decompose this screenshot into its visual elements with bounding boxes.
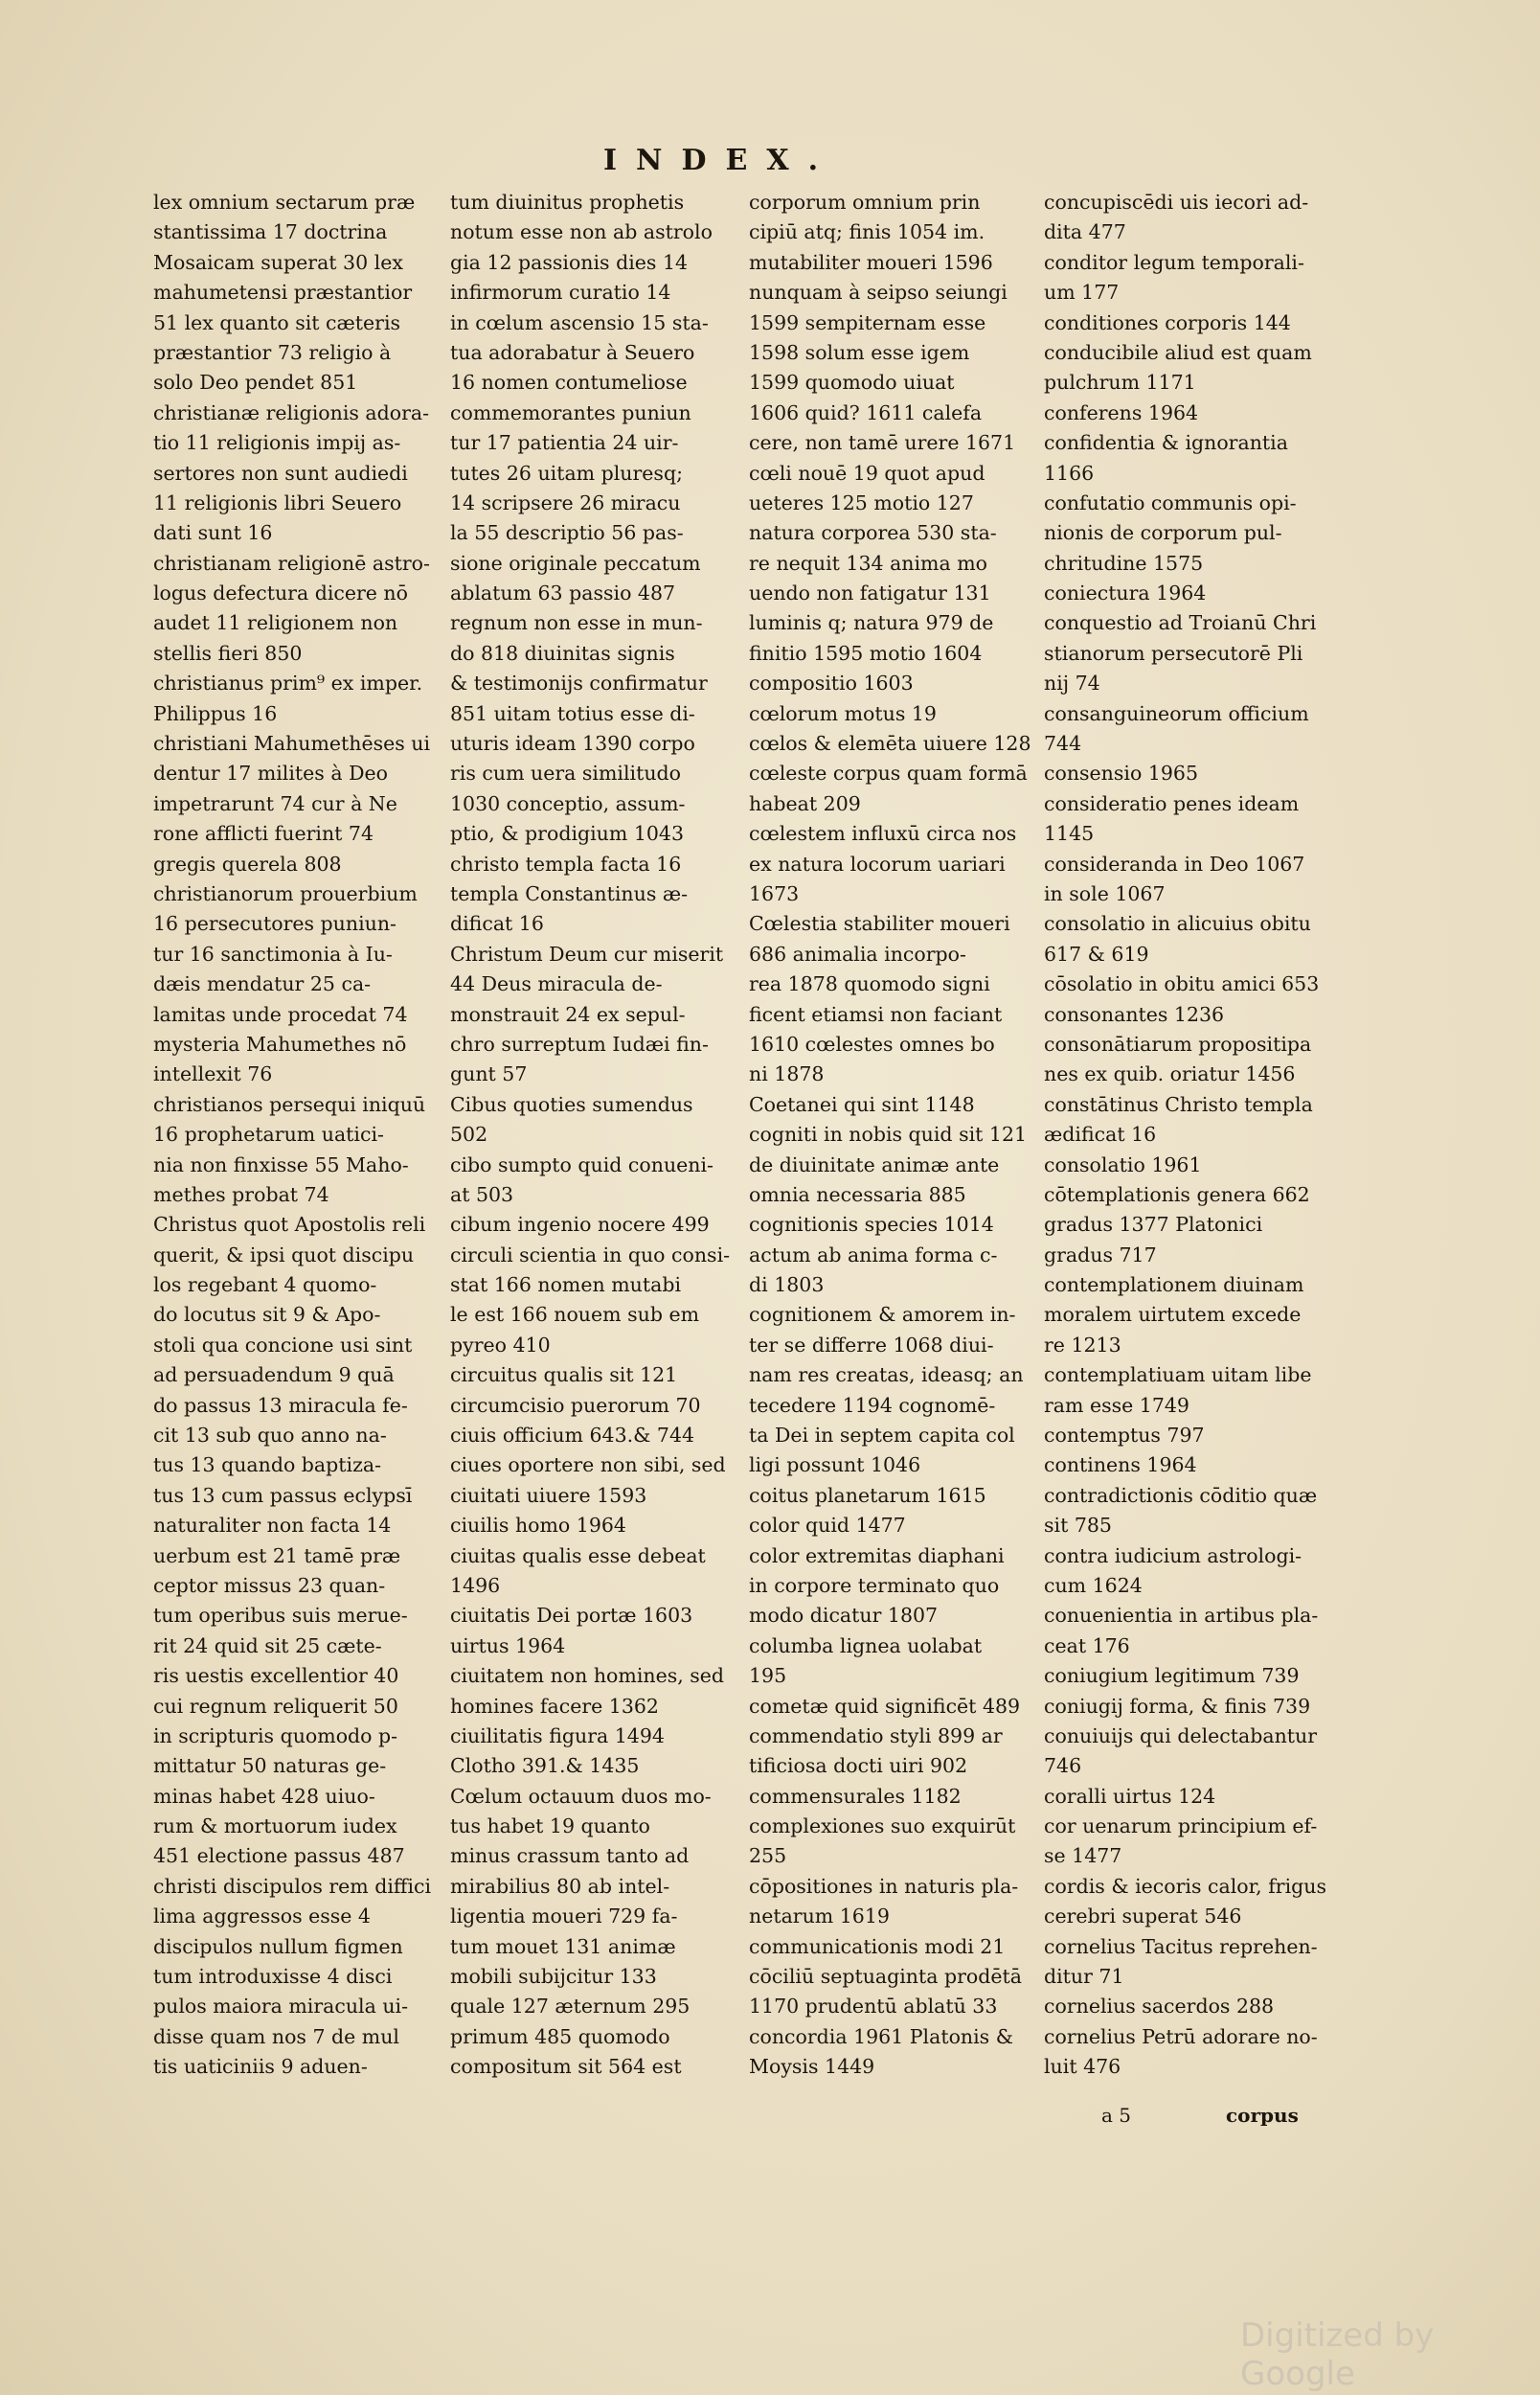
index-entry-line: tificiosa docti uiri 902: [749, 1754, 968, 1778]
index-entry-line: contemplationem diuinam: [1044, 1273, 1304, 1297]
index-entry-line: gia 12 passionis dies 14: [450, 250, 689, 274]
index-entry-line: dentur 17 milites à Deo: [153, 762, 388, 786]
index-entry-line: dita 477: [1044, 220, 1126, 244]
index-entry-line: & testimonijs confirmatur: [450, 672, 708, 696]
index-entry-line: in scripturis quomodo p-: [153, 1723, 398, 1747]
index-entry-line: do 818 diuinitas signis: [450, 641, 675, 665]
index-entry-line: in sole 1067: [1044, 881, 1166, 905]
index-entry-line: Clotho 391.& 1435: [450, 1754, 640, 1778]
index-entry-line: 746: [1044, 1754, 1082, 1778]
index-entry-line: primum 485 quomodo: [450, 2024, 670, 2048]
index-entry-line: de diuinitate animæ ante: [749, 1152, 1000, 1176]
index-entry-line: commemorantes puniun: [450, 400, 691, 424]
index-entry-line: in cœlum ascensio 15 sta-: [450, 310, 709, 334]
index-entry-line: lamitas unde procedat 74: [153, 1002, 408, 1026]
index-entry-line: monstrauit 24 ex sepul-: [450, 1002, 686, 1026]
index-entry-line: mittatur 50 naturas ge-: [153, 1754, 387, 1778]
index-entry-line: ligi possunt 1046: [749, 1453, 921, 1477]
index-entry-line: do passus 13 miracula fe-: [153, 1393, 408, 1417]
index-entry-line: consolatio in alicuius obitu: [1044, 912, 1311, 936]
index-entry-line: ueteres 125 motio 127: [749, 490, 974, 514]
index-entry-line: re 1213: [1044, 1333, 1121, 1357]
index-entry-line: gunt 57: [450, 1062, 528, 1086]
index-entry-line: 1599 quomodo uiuat: [749, 371, 955, 395]
index-entry-line: compositio 1603: [749, 672, 914, 696]
index-entry-line: actum ab anima forma c-: [749, 1243, 998, 1266]
index-entry-line: se 1477: [1044, 1844, 1122, 1868]
index-entry-line: contra iudicium astrologi-: [1044, 1543, 1302, 1567]
index-entry-line: cœleste corpus quam formā: [749, 762, 1028, 786]
index-entry-line: nam res creatas, ideasq; an: [749, 1363, 1024, 1387]
index-column-1: [153, 188, 441, 2083]
index-entry-line: ædificat 16: [1044, 1123, 1157, 1147]
index-entry-line: ceat 176: [1044, 1633, 1130, 1657]
index-entry-line: consonātiarum propositipa: [1044, 1032, 1312, 1056]
index-entry-line: Cœlestia stabiliter moueri: [749, 912, 1010, 936]
index-entry-line: conferens 1964: [1044, 400, 1199, 424]
index-entry-line: cognitionem & amorem in-: [749, 1303, 1016, 1327]
index-entry-line: 16 prophetarum uatici-: [153, 1123, 384, 1147]
index-entry-line: 1166: [1044, 461, 1095, 485]
index-entry-line: rone afflicti fuerint 74: [153, 822, 374, 846]
index-entry-line: nunquam à seipso seiungi: [749, 281, 1008, 305]
index-entry-line: cōtemplationis genera 662: [1044, 1182, 1310, 1206]
index-entry-line: quale 127 æternum 295: [450, 1995, 691, 2019]
digitization-watermark: Digitized by Google: [1240, 2316, 1435, 2393]
index-entry-line: stoli qua concione usi sint: [153, 1333, 413, 1357]
index-entry-line: rea 1878 quomodo signi: [749, 972, 990, 996]
index-entry-line: cibum ingenio nocere 499: [450, 1213, 710, 1237]
index-entry-line: tutes 26 uitam pluresq;: [450, 461, 683, 485]
index-entry-line: cœlorum motus 19: [749, 701, 937, 725]
index-entry-line: complexiones suo exquirūt: [749, 1814, 1016, 1838]
index-entry-line: ram esse 1749: [1044, 1393, 1189, 1417]
index-entry-line: stianorum persecutorē Pli: [1044, 641, 1303, 665]
index-entry-line: uerbum est 21 tamē præ: [153, 1543, 401, 1567]
index-entry-line: circuitus qualis sit 121: [450, 1363, 678, 1387]
index-entry-line: ciuitatis Dei portæ 1603: [450, 1604, 693, 1628]
index-column-3: [749, 188, 1036, 2083]
index-entry-line: cornelius Tacitus reprehen-: [1044, 1934, 1318, 1958]
index-entry-line: christo templa facta 16: [450, 852, 682, 876]
index-entry-line: christianorum prouerbium: [153, 881, 418, 905]
index-entry-line: 1598 solum esse igem: [749, 340, 970, 364]
index-entry-line: ciuilis homo 1964: [450, 1514, 626, 1538]
index-entry-line: christi discipulos rem diffici: [153, 1874, 432, 1898]
index-entry-line: uendo non fatigatur 131: [749, 582, 991, 605]
index-entry-line: conuiuijs qui delectabantur: [1044, 1723, 1318, 1747]
index-entry-line: natura corporea 530 sta-: [749, 521, 997, 545]
index-entry-line: tus 13 quando baptiza-: [153, 1453, 382, 1477]
index-entry-line: color quid 1477: [749, 1514, 906, 1538]
index-entry-line: lima aggressos esse 4: [153, 1905, 371, 1928]
index-entry-line: ditur 71: [1044, 1965, 1124, 1989]
index-entry-line: solo Deo pendet 851: [153, 371, 358, 395]
index-entry-line: coniugij forma, & finis 739: [1044, 1694, 1311, 1718]
index-entry-line: ciues oportere non sibi, sed: [450, 1453, 726, 1477]
index-entry-line: habeat 209: [749, 791, 861, 815]
index-entry-line: 1170 prudentū ablatū 33: [749, 1995, 998, 2019]
index-entry-line: notum esse non ab astrolo: [450, 220, 713, 244]
index-entry-line: ligentia moueri 729 fa-: [450, 1905, 678, 1928]
index-entry-line: ceptor missus 23 quan-: [153, 1573, 386, 1597]
index-entry-line: 686 animalia incorpo-: [749, 942, 966, 966]
index-entry-line: Moysis 1449: [749, 2055, 875, 2079]
index-entry-line: cordis & iecoris calor, frigus: [1044, 1874, 1326, 1898]
index-entry-line: corporum omnium prin: [749, 191, 981, 214]
index-entry-line: Cibus quoties sumendus: [450, 1092, 693, 1116]
index-entry-line: 1599 sempiternam esse: [749, 310, 986, 334]
index-entry-line: pyreo 410: [450, 1333, 551, 1357]
index-entry-line: ablatum 63 passio 487: [450, 582, 676, 605]
index-entry-line: cornelius sacerdos 288: [1044, 1995, 1275, 2019]
index-entry-line: 1610 cœlestes omnes bo: [749, 1032, 995, 1056]
index-entry-line: columba lignea uolabat: [749, 1633, 983, 1657]
index-entry-line: 16 nomen contumeliose: [450, 371, 688, 395]
index-entry-line: gregis querela 808: [153, 852, 342, 876]
index-entry-line: Philippus 16: [153, 701, 278, 725]
index-entry-line: chritudine 1575: [1044, 551, 1204, 575]
index-entry-line: dæis mendatur 25 ca-: [153, 972, 372, 996]
index-entry-line: Christum Deum cur miserit: [450, 942, 724, 966]
index-entry-line: methes probat 74: [153, 1182, 329, 1206]
index-entry-line: le est 166 nouem sub em: [450, 1303, 700, 1327]
index-entry-line: 1496: [450, 1573, 501, 1597]
index-entry-line: cœlestem influxū circa nos: [749, 822, 1017, 846]
index-entry-line: 617 & 619: [1044, 942, 1149, 966]
index-entry-line: cōpositiones in naturis pla-: [749, 1874, 1019, 1898]
index-entry-line: 744: [1044, 732, 1082, 756]
index-entry-line: logus defectura dicere nō: [153, 582, 408, 605]
index-entry-line: ris cum uera similitudo: [450, 762, 681, 786]
index-entry-line: coralli uirtus 124: [1044, 1784, 1216, 1808]
index-entry-line: tur 16 sanctimonia à Iu-: [153, 942, 393, 966]
index-entry-line: tus 13 cum passus eclypsī: [153, 1483, 413, 1507]
index-entry-line: conditor legum temporali-: [1044, 250, 1304, 274]
index-entry-line: constātinus Christo templa: [1044, 1092, 1313, 1116]
index-entry-line: ciuitatem non homines, sed: [450, 1664, 725, 1688]
index-entry-line: coitus planetarum 1615: [749, 1483, 986, 1507]
index-entry-line: communicationis modi 21: [749, 1934, 1006, 1958]
index-entry-line: mahumetensi præstantior: [153, 281, 413, 305]
index-entry-line: 851 uitam totius esse di-: [450, 701, 695, 725]
index-entry-line: 1673: [749, 881, 800, 905]
index-entry-line: cerebri superat 546: [1044, 1905, 1242, 1928]
index-entry-line: di 1803: [749, 1273, 825, 1297]
index-entry-line: re nequit 134 anima mo: [749, 551, 988, 575]
index-entry-line: continens 1964: [1044, 1453, 1197, 1477]
index-entry-line: cor uenarum principium ef-: [1044, 1814, 1318, 1838]
index-entry-line: cœli nouē 19 quot apud: [749, 461, 985, 485]
index-entry-line: netarum 1619: [749, 1905, 890, 1928]
index-entry-line: lex omnium sectarum præ: [153, 191, 416, 214]
index-entry-line: cometæ quid significēt 489: [749, 1694, 1021, 1718]
index-entry-line: ciuitas qualis esse debeat: [450, 1543, 706, 1567]
index-entry-line: stellis fieri 850: [153, 641, 303, 665]
index-entry-line: rit 24 quid sit 25 cæte-: [153, 1633, 382, 1657]
index-entry-line: discipulos nullum figmen: [153, 1934, 403, 1958]
index-entry-line: christianos persequi iniquū: [153, 1092, 426, 1116]
index-entry-line: cogniti in nobis quid sit 121: [749, 1123, 1028, 1147]
index-entry-line: minus crassum tanto ad: [450, 1844, 690, 1868]
index-entry-line: stat 166 nomen mutabi: [450, 1273, 681, 1297]
index-entry-line: tum mouet 131 animæ: [450, 1934, 676, 1958]
index-entry-line: Mosaicam superat 30 lex: [153, 250, 403, 274]
index-entry-line: tis uaticiniis 9 aduen-: [153, 2055, 368, 2079]
index-entry-line: gradus 1377 Platonici: [1044, 1213, 1263, 1237]
index-entry-line: 11 religionis libri Seuero: [153, 490, 402, 514]
index-entry-line: templa Constantinus æ-: [450, 881, 689, 905]
index-entry-line: ni 1878: [749, 1062, 825, 1086]
index-entry-line: sertores non sunt audiedi: [153, 461, 408, 485]
index-entry-line: compositum sit 564 est: [450, 2055, 682, 2079]
index-entry-line: confutatio communis opi-: [1044, 490, 1297, 514]
index-entry-line: dificat 16: [450, 912, 544, 936]
index-entry-line: tur 17 patientia 24 uir-: [450, 431, 679, 455]
index-entry-line: cōciliū septuaginta prodētā: [749, 1965, 1022, 1989]
index-entry-line: sit 785: [1044, 1514, 1112, 1538]
index-entry-line: contemptus 797: [1044, 1424, 1205, 1448]
index-entry-line: cognitionis species 1014: [749, 1213, 994, 1237]
index-entry-line: 502: [450, 1123, 488, 1147]
index-entry-line: 1030 conceptio, assum-: [450, 791, 686, 815]
index-entry-line: conducibile aliud est quam: [1044, 340, 1312, 364]
index-entry-line: minas habet 428 uiuo-: [153, 1784, 375, 1808]
index-entry-line: gradus 717: [1044, 1243, 1157, 1266]
index-entry-line: ter se differre 1068 diui-: [749, 1333, 994, 1357]
index-entry-line: consideratio penes ideam: [1044, 791, 1300, 815]
index-entry-line: cœlos & elemēta uiuere 128: [749, 732, 1031, 756]
index-entry-line: cum 1624: [1044, 1573, 1143, 1597]
index-entry-line: ad persuadendum 9 quā: [153, 1363, 395, 1387]
index-entry-line: at 503: [450, 1182, 514, 1206]
index-entry-line: infirmorum curatio 14: [450, 281, 671, 305]
index-entry-line: tum diuinitus prophetis: [450, 191, 685, 214]
index-entry-line: nes ex quib. oriatur 1456: [1044, 1062, 1296, 1086]
index-entry-line: naturaliter non facta 14: [153, 1514, 392, 1538]
index-entry-line: pulchrum 1171: [1044, 371, 1196, 395]
index-entry-line: conquestio ad Troianū Chri: [1044, 611, 1317, 635]
index-entry-line: contemplatiuam uitam libe: [1044, 1363, 1312, 1387]
index-entry-line: querit, & ipsi quot discipu: [153, 1243, 415, 1266]
index-entry-line: rum & mortuorum iudex: [153, 1814, 397, 1838]
index-entry-line: ciuitati uiuere 1593: [450, 1483, 647, 1507]
index-entry-line: 16 persecutores puniun-: [153, 912, 396, 936]
index-entry-line: consolatio 1961: [1044, 1152, 1202, 1176]
index-entry-line: consensio 1965: [1044, 762, 1198, 786]
index-entry-line: 451 electione passus 487: [153, 1844, 405, 1868]
index-entry-line: tua adorabatur à Seuero: [450, 340, 695, 364]
index-entry-line: 1606 quid? 1611 calefa: [749, 400, 983, 424]
index-entry-line: 195: [749, 1664, 787, 1688]
index-entry-line: intellexit 76: [153, 1062, 273, 1086]
index-entry-line: modo dicatur 1807: [749, 1604, 939, 1628]
index-entry-line: ta Dei in septem capita col: [749, 1424, 1015, 1448]
index-entry-line: cui regnum reliquerit 50: [153, 1694, 398, 1718]
index-entry-line: audet 11 religionem non: [153, 611, 398, 635]
index-entry-line: uirtus 1964: [450, 1633, 566, 1657]
index-entry-line: in corpore terminato quo: [749, 1573, 1000, 1597]
index-entry-line: moralem uirtutem excede: [1044, 1303, 1302, 1327]
index-entry-line: cornelius Petrū adorare no-: [1044, 2024, 1318, 2048]
index-entry-line: disse quam nos 7 de mul: [153, 2024, 399, 2048]
index-entry-line: præstantior 73 religio à: [153, 340, 392, 364]
index-entry-line: 14 scripsere 26 miracu: [450, 490, 681, 514]
index-entry-line: conuenientia in artibus pla-: [1044, 1604, 1319, 1628]
index-entry-line: tio 11 religionis impij as-: [153, 431, 401, 455]
index-entry-line: christianæ religionis adora-: [153, 400, 430, 424]
index-entry-line: uturis ideam 1390 corpo: [450, 732, 695, 756]
index-entry-line: tecedere 1194 cognomē-: [749, 1393, 996, 1417]
index-entry-line: mysteria Mahumethes nō: [153, 1032, 407, 1056]
index-entry-line: los regebant 4 quomo-: [153, 1273, 377, 1297]
index-entry-line: 1145: [1044, 822, 1095, 846]
index-entry-line: coniugium legitimum 739: [1044, 1664, 1300, 1688]
index-entry-line: tus habet 19 quanto: [450, 1814, 650, 1838]
index-entry-line: christianus prim⁹ ex imper.: [153, 672, 423, 696]
index-entry-line: ex natura locorum uariari: [749, 852, 1006, 876]
index-entry-line: luminis q; natura 979 de: [749, 611, 994, 635]
index-entry-line: luit 476: [1044, 2055, 1121, 2079]
index-entry-line: contradictionis cōditio quæ: [1044, 1483, 1318, 1507]
index-entry-line: dati sunt 16: [153, 521, 273, 545]
index-entry-line: cōsolatio in obitu amici 653: [1044, 972, 1320, 996]
index-entry-line: 51 lex quanto sit cæteris: [153, 310, 401, 334]
index-entry-line: consideranda in Deo 1067: [1044, 852, 1305, 876]
index-entry-line: nia non finxisse 55 Maho-: [153, 1152, 409, 1176]
index-entry-line: Christus quot Apostolis reli: [153, 1213, 426, 1237]
index-entry-line: concordia 1961 Platonis &: [749, 2024, 1013, 2048]
catchword: corpus: [1226, 2104, 1299, 2127]
index-entry-line: nij 74: [1044, 672, 1100, 696]
index-entry-line: ptio, & prodigium 1043: [450, 822, 685, 846]
index-entry-line: ficent etiamsi non faciant: [749, 1002, 1003, 1026]
index-entry-line: commensurales 1182: [749, 1784, 962, 1808]
index-entry-line: christiani Mahumethēses ui: [153, 732, 431, 756]
index-entry-line: mobili subijcitur 133: [450, 1965, 657, 1989]
index-entry-line: um 177: [1044, 281, 1120, 305]
index-entry-line: nionis de corporum pul-: [1044, 521, 1282, 545]
index-entry-line: christianam religionē astro-: [153, 551, 430, 575]
index-entry-line: Cœlum octauum duos mo-: [450, 1784, 712, 1808]
index-entry-line: mirabilius 80 ab intel-: [450, 1874, 670, 1898]
index-entry-line: tum introduxisse 4 disci: [153, 1965, 393, 1989]
index-entry-line: cipiū atq; finis 1054 im.: [749, 220, 985, 244]
index-entry-line: commendatio styli 899 ar: [749, 1723, 1003, 1747]
index-entry-line: 44 Deus miracula de-: [450, 972, 663, 996]
index-column-4: [1044, 188, 1331, 2083]
index-entry-line: stantissima 17 doctrina: [153, 220, 388, 244]
index-entry-line: ris uestis excellentior 40: [153, 1664, 399, 1688]
index-entry-line: finitio 1595 motio 1604: [749, 641, 983, 665]
index-entry-line: la 55 descriptio 56 pas-: [450, 521, 684, 545]
index-entry-line: homines facere 1362: [450, 1694, 659, 1718]
index-entry-line: ciuis officium 643.& 744: [450, 1424, 695, 1448]
index-entry-line: chro surreptum Iudæi fin-: [450, 1032, 709, 1056]
index-entry-line: consonantes 1236: [1044, 1002, 1225, 1026]
index-entry-line: circumcisio puerorum 70: [450, 1393, 701, 1417]
index-entry-line: do locutus sit 9 & Apo-: [153, 1303, 381, 1327]
index-entry-line: coniectura 1964: [1044, 582, 1207, 605]
index-entry-line: Coetanei qui sint 1148: [749, 1092, 975, 1116]
index-entry-line: circuli scientia in quo consi-: [450, 1243, 731, 1266]
index-entry-line: confidentia & ignorantia: [1044, 431, 1288, 455]
index-entry-line: mutabiliter moueri 1596: [749, 250, 993, 274]
index-entry-line: conditiones corporis 144: [1044, 310, 1291, 334]
index-entry-line: cere, non tamē urere 1671: [749, 431, 1016, 455]
index-entry-line: impetrarunt 74 cur à Ne: [153, 791, 397, 815]
index-column-2: [450, 188, 737, 2083]
index-entry-line: tum operibus suis merue-: [153, 1604, 408, 1628]
index-entry-line: 255: [749, 1844, 787, 1868]
index-entry-line: color extremitas diaphani: [749, 1543, 1005, 1567]
index-entry-line: sione originale peccatum: [450, 551, 701, 575]
index-entry-line: consanguineorum officium: [1044, 701, 1309, 725]
signature-mark: a 5: [1101, 2104, 1132, 2127]
index-entry-line: omnia necessaria 885: [749, 1182, 966, 1206]
index-entry-line: cit 13 sub quo anno na-: [153, 1424, 387, 1448]
page-title: INDEX.: [603, 144, 838, 177]
index-entry-line: cibo sumpto quid conueni-: [450, 1152, 713, 1176]
index-entry-line: ciuilitatis figura 1494: [450, 1723, 665, 1747]
index-entry-line: concupiscēdi uis iecori ad-: [1044, 191, 1309, 214]
index-entry-line: pulos maiora miracula ui-: [153, 1995, 409, 2019]
index-entry-line: regnum non esse in mun-: [450, 611, 703, 635]
